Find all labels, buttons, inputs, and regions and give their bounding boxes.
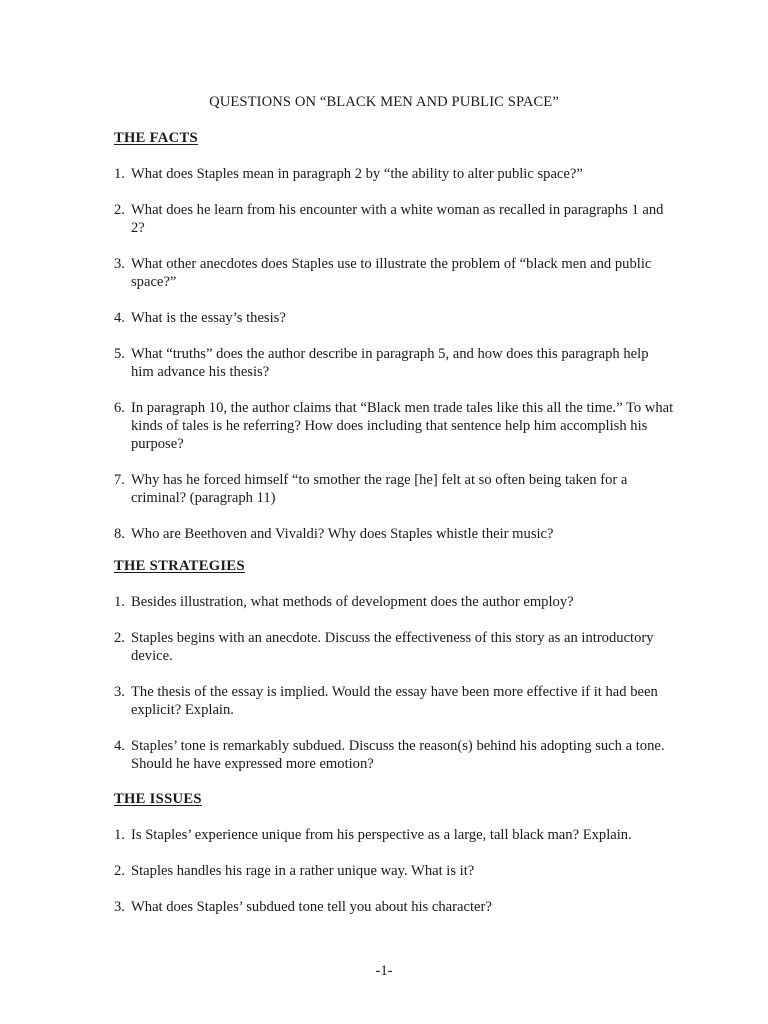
- question-text: Staples begins with an anecdote. Discuss the effectiveness of this story as an introductory device.: [131, 630, 654, 664]
- page-number: -1-: [375, 963, 393, 979]
- question-number: 2.: [114, 630, 125, 646]
- question-number: 3.: [114, 899, 125, 915]
- question-item: [114, 826, 674, 844]
- question-text: What “truths” does the author describe in paragraph 5, and how does this paragraph help him advance his thesis?: [131, 346, 649, 380]
- question-number: 2.: [114, 202, 125, 218]
- question-text: What is the essay’s thesis?: [131, 310, 286, 326]
- question-item: [114, 309, 674, 327]
- question-number: 1.: [114, 827, 125, 843]
- question-text: The thesis of the essay is implied. Would the essay have been more effective if it had been explicit? Explain.: [131, 684, 658, 718]
- question-list-issues: [114, 826, 674, 916]
- question-number: 4.: [114, 310, 125, 326]
- question-number: 4.: [114, 738, 125, 754]
- question-item: [114, 683, 674, 719]
- question-text: What does Staples mean in paragraph 2 by “the ability to alter public space?”: [131, 166, 583, 182]
- question-item: [114, 629, 674, 665]
- question-text: Staples’ tone is remarkably subdued. Discuss the reason(s) behind his adopting such a tone. Should he have expressed more emotion?: [131, 738, 665, 772]
- page-title: QUESTIONS ON “BLACK MEN AND PUBLIC SPACE”: [209, 94, 559, 110]
- question-text: Besides illustration, what methods of development does the author employ?: [131, 594, 574, 610]
- question-number: 2.: [114, 863, 125, 879]
- question-number: 1.: [114, 594, 125, 610]
- question-text: Staples handles his rage in a rather unique way. What is it?: [131, 863, 475, 879]
- question-number: 1.: [114, 166, 125, 182]
- question-item: [114, 593, 674, 611]
- question-text: Who are Beethoven and Vivaldi? Why does Staples whistle their music?: [131, 526, 554, 542]
- question-item: [114, 525, 674, 543]
- question-text: Is Staples’ experience unique from his perspective as a large, tall black man? Explain.: [131, 827, 632, 843]
- question-text: What does Staples’ subdued tone tell you about his character?: [131, 899, 492, 915]
- section-the-strategies: [114, 557, 674, 773]
- question-list-facts: [114, 165, 674, 543]
- question-item: [114, 201, 674, 237]
- question-text: What does he learn from his encounter with a white woman as recalled in paragraphs 1 and 2?: [131, 202, 664, 236]
- question-item: [114, 345, 674, 381]
- section-heading-strategies: THE STRATEGIES: [114, 558, 245, 574]
- question-item: [114, 165, 674, 183]
- question-item: [114, 471, 674, 507]
- question-number: 6.: [114, 400, 125, 416]
- question-item: [114, 737, 674, 773]
- question-item: [114, 399, 674, 453]
- section-heading-facts: THE FACTS: [114, 130, 198, 146]
- question-number: 3.: [114, 256, 125, 272]
- question-number: 7.: [114, 472, 125, 488]
- question-text: Why has he forced himself “to smother the rage [he] felt at so often being taken for a criminal? (paragraph 11): [131, 472, 628, 506]
- question-number: 8.: [114, 526, 125, 542]
- question-item: [114, 255, 674, 291]
- section-heading-issues: THE ISSUES: [114, 791, 202, 807]
- question-list-strategies: [114, 593, 674, 773]
- question-number: 3.: [114, 684, 125, 700]
- section-the-facts: [114, 129, 674, 543]
- question-number: 5.: [114, 346, 125, 362]
- question-text: What other anecdotes does Staples use to illustrate the problem of “black men and public space?”: [131, 256, 652, 290]
- question-item: [114, 898, 674, 916]
- question-text: In paragraph 10, the author claims that “Black men trade tales like this all the time.” To what kinds of tales is he referring? How does including that sentence help him accomplish his purpose?: [131, 400, 674, 452]
- question-item: [114, 862, 674, 880]
- section-the-issues: [114, 790, 674, 916]
